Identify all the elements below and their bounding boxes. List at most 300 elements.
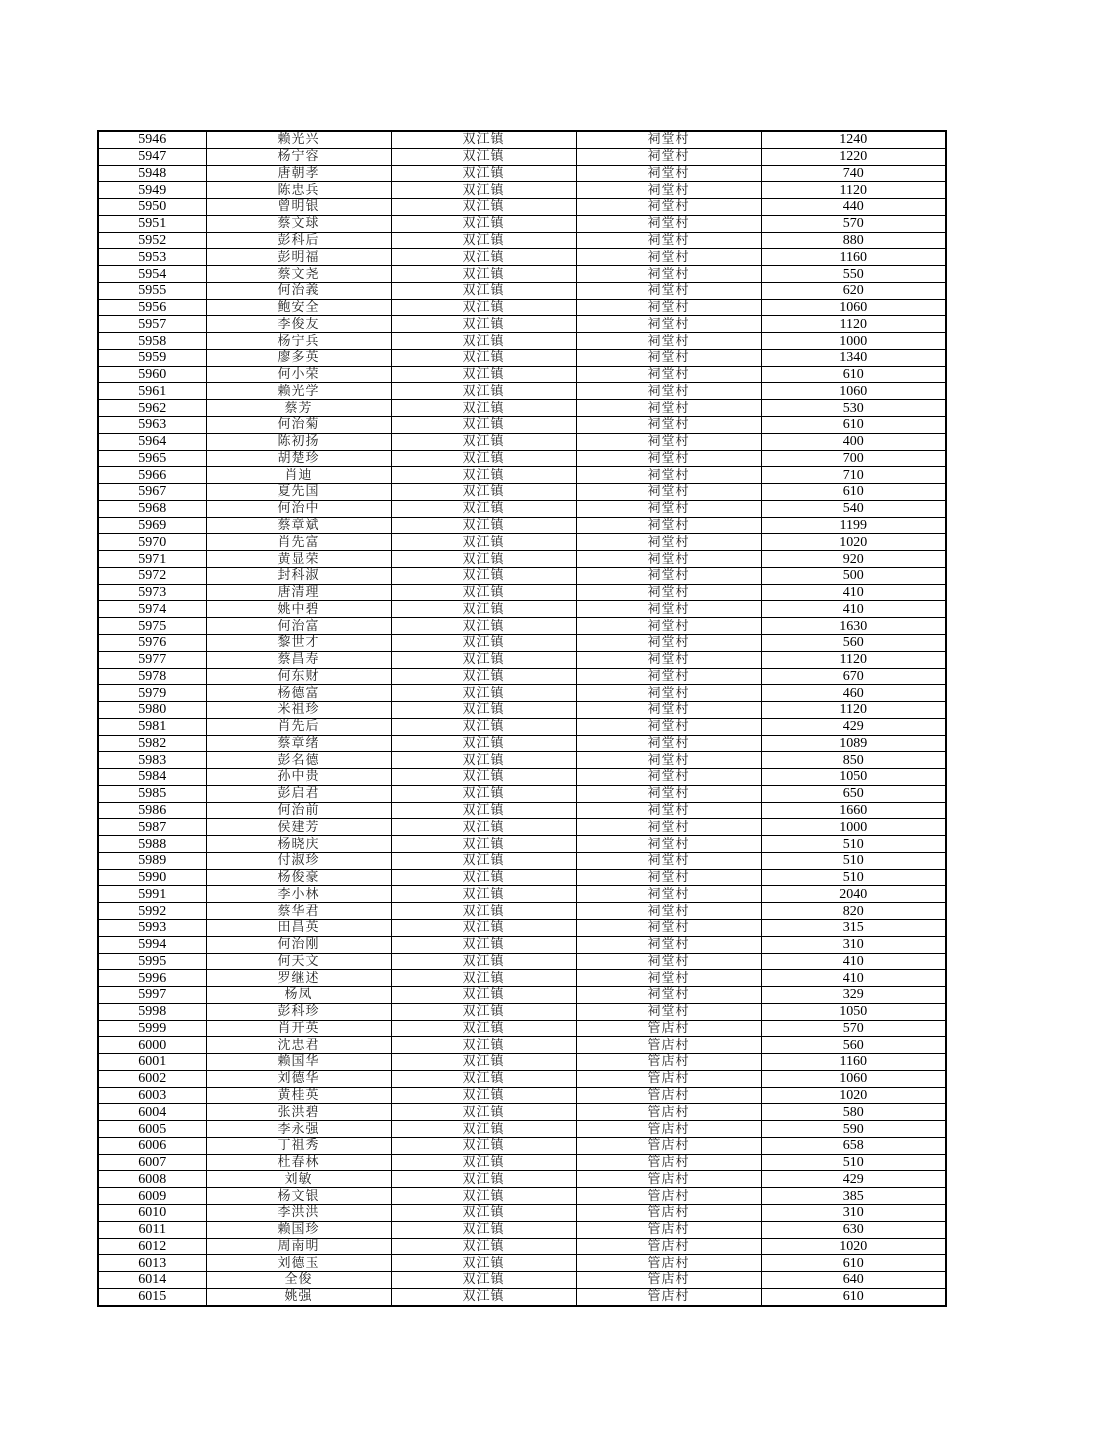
amount-cell: 429 bbox=[761, 718, 946, 735]
table-row bbox=[98, 1037, 946, 1054]
town-cell: 双江镇 bbox=[391, 987, 576, 1004]
table-row bbox=[98, 215, 946, 232]
name-cell: 杨宁兵 bbox=[206, 333, 391, 350]
village-cell: 祠堂村 bbox=[576, 634, 761, 651]
village-cell: 祠堂村 bbox=[576, 500, 761, 517]
amount-cell: 1020 bbox=[761, 1238, 946, 1255]
record-number-cell: 5983 bbox=[98, 752, 206, 769]
town-cell: 双江镇 bbox=[391, 668, 576, 685]
record-number-cell: 5992 bbox=[98, 903, 206, 920]
table-row bbox=[98, 249, 946, 266]
table-row bbox=[98, 1238, 946, 1255]
village-cell: 祠堂村 bbox=[576, 333, 761, 350]
village-cell: 祠堂村 bbox=[576, 970, 761, 987]
record-number-cell: 5954 bbox=[98, 266, 206, 283]
village-cell: 祠堂村 bbox=[576, 819, 761, 836]
village-cell: 祠堂村 bbox=[576, 517, 761, 534]
record-number-cell: 5947 bbox=[98, 148, 206, 165]
village-cell: 管店村 bbox=[576, 1054, 761, 1071]
table-row bbox=[98, 366, 946, 383]
name-cell: 侯建芳 bbox=[206, 819, 391, 836]
record-number-cell: 6001 bbox=[98, 1054, 206, 1071]
village-cell: 管店村 bbox=[576, 1137, 761, 1154]
table-row bbox=[98, 702, 946, 719]
table-row bbox=[98, 1121, 946, 1138]
town-cell: 双江镇 bbox=[391, 215, 576, 232]
town-cell: 双江镇 bbox=[391, 584, 576, 601]
village-cell: 管店村 bbox=[576, 1037, 761, 1054]
town-cell: 双江镇 bbox=[391, 1054, 576, 1071]
amount-cell: 1160 bbox=[761, 1054, 946, 1071]
record-number-cell: 6004 bbox=[98, 1104, 206, 1121]
village-cell: 祠堂村 bbox=[576, 869, 761, 886]
village-cell: 祠堂村 bbox=[576, 1003, 761, 1020]
table-row bbox=[98, 752, 946, 769]
name-cell: 罗继述 bbox=[206, 970, 391, 987]
village-cell: 祠堂村 bbox=[576, 148, 761, 165]
village-cell: 祠堂村 bbox=[576, 702, 761, 719]
amount-cell: 1340 bbox=[761, 349, 946, 366]
name-cell: 赖国华 bbox=[206, 1054, 391, 1071]
amount-cell: 580 bbox=[761, 1104, 946, 1121]
record-number-cell: 5999 bbox=[98, 1020, 206, 1037]
amount-cell: 2040 bbox=[761, 886, 946, 903]
name-cell: 何东财 bbox=[206, 668, 391, 685]
amount-cell: 700 bbox=[761, 450, 946, 467]
town-cell: 双江镇 bbox=[391, 769, 576, 786]
town-cell: 双江镇 bbox=[391, 903, 576, 920]
name-cell: 何治義 bbox=[206, 282, 391, 299]
name-cell: 田昌英 bbox=[206, 919, 391, 936]
amount-cell: 500 bbox=[761, 567, 946, 584]
village-cell: 祠堂村 bbox=[576, 651, 761, 668]
name-cell: 赖国珍 bbox=[206, 1221, 391, 1238]
town-cell: 双江镇 bbox=[391, 953, 576, 970]
amount-cell: 610 bbox=[761, 1255, 946, 1272]
village-cell: 祠堂村 bbox=[576, 299, 761, 316]
town-cell: 双江镇 bbox=[391, 249, 576, 266]
amount-cell: 429 bbox=[761, 1171, 946, 1188]
record-number-cell: 6010 bbox=[98, 1205, 206, 1222]
village-cell: 管店村 bbox=[576, 1205, 761, 1222]
town-cell: 双江镇 bbox=[391, 551, 576, 568]
village-cell: 祠堂村 bbox=[576, 785, 761, 802]
town-cell: 双江镇 bbox=[391, 651, 576, 668]
table-row bbox=[98, 131, 946, 148]
name-cell: 丁祖秀 bbox=[206, 1137, 391, 1154]
village-cell: 祠堂村 bbox=[576, 618, 761, 635]
record-number-cell: 5990 bbox=[98, 869, 206, 886]
record-number-cell: 5970 bbox=[98, 534, 206, 551]
table-row bbox=[98, 1188, 946, 1205]
town-cell: 双江镇 bbox=[391, 1070, 576, 1087]
town-cell: 双江镇 bbox=[391, 467, 576, 484]
town-cell: 双江镇 bbox=[391, 836, 576, 853]
village-cell: 祠堂村 bbox=[576, 199, 761, 216]
name-cell: 黄显荣 bbox=[206, 551, 391, 568]
amount-cell: 1060 bbox=[761, 1070, 946, 1087]
village-cell: 祠堂村 bbox=[576, 886, 761, 903]
town-cell: 双江镇 bbox=[391, 199, 576, 216]
amount-cell: 410 bbox=[761, 953, 946, 970]
name-cell: 赖光兴 bbox=[206, 131, 391, 148]
town-cell: 双江镇 bbox=[391, 702, 576, 719]
name-cell: 彭启君 bbox=[206, 785, 391, 802]
amount-cell: 610 bbox=[761, 417, 946, 434]
amount-cell: 920 bbox=[761, 551, 946, 568]
record-number-cell: 5948 bbox=[98, 165, 206, 182]
village-cell: 管店村 bbox=[576, 1154, 761, 1171]
table-row bbox=[98, 182, 946, 199]
village-cell: 祠堂村 bbox=[576, 266, 761, 283]
name-cell: 廖多英 bbox=[206, 349, 391, 366]
name-cell: 刘敏 bbox=[206, 1171, 391, 1188]
town-cell: 双江镇 bbox=[391, 919, 576, 936]
table-row bbox=[98, 735, 946, 752]
record-number-cell: 6000 bbox=[98, 1037, 206, 1054]
table-row bbox=[98, 517, 946, 534]
record-number-cell: 5982 bbox=[98, 735, 206, 752]
table-row bbox=[98, 484, 946, 501]
record-number-cell: 5985 bbox=[98, 785, 206, 802]
amount-cell: 570 bbox=[761, 1020, 946, 1037]
name-cell: 孙中贵 bbox=[206, 769, 391, 786]
village-cell: 祠堂村 bbox=[576, 601, 761, 618]
amount-cell: 1020 bbox=[761, 534, 946, 551]
name-cell: 蔡章斌 bbox=[206, 517, 391, 534]
record-number-cell: 5997 bbox=[98, 987, 206, 1004]
amount-cell: 1240 bbox=[761, 131, 946, 148]
record-number-cell: 6012 bbox=[98, 1238, 206, 1255]
town-cell: 双江镇 bbox=[391, 148, 576, 165]
village-cell: 祠堂村 bbox=[576, 551, 761, 568]
table-row bbox=[98, 333, 946, 350]
village-cell: 祠堂村 bbox=[576, 366, 761, 383]
table-row bbox=[98, 869, 946, 886]
record-number-cell: 5972 bbox=[98, 567, 206, 584]
record-number-cell: 6008 bbox=[98, 1171, 206, 1188]
town-cell: 双江镇 bbox=[391, 634, 576, 651]
record-number-cell: 5962 bbox=[98, 400, 206, 417]
amount-cell: 540 bbox=[761, 500, 946, 517]
amount-cell: 550 bbox=[761, 266, 946, 283]
name-cell: 黎世才 bbox=[206, 634, 391, 651]
town-cell: 双江镇 bbox=[391, 450, 576, 467]
amount-cell: 385 bbox=[761, 1188, 946, 1205]
village-cell: 祠堂村 bbox=[576, 182, 761, 199]
town-cell: 双江镇 bbox=[391, 182, 576, 199]
name-cell: 肖迪 bbox=[206, 467, 391, 484]
record-number-cell: 5994 bbox=[98, 936, 206, 953]
name-cell: 杨文银 bbox=[206, 1188, 391, 1205]
table-row bbox=[98, 903, 946, 920]
name-cell: 张洪碧 bbox=[206, 1104, 391, 1121]
table-row bbox=[98, 936, 946, 953]
village-cell: 祠堂村 bbox=[576, 249, 761, 266]
amount-cell: 850 bbox=[761, 752, 946, 769]
name-cell: 何小荣 bbox=[206, 366, 391, 383]
record-number-cell: 5986 bbox=[98, 802, 206, 819]
village-cell: 管店村 bbox=[576, 1188, 761, 1205]
record-number-cell: 5976 bbox=[98, 634, 206, 651]
table-row bbox=[98, 417, 946, 434]
table-row bbox=[98, 1255, 946, 1272]
town-cell: 双江镇 bbox=[391, 1037, 576, 1054]
town-cell: 双江镇 bbox=[391, 517, 576, 534]
name-cell: 胡楚珍 bbox=[206, 450, 391, 467]
record-number-cell: 5946 bbox=[98, 131, 206, 148]
name-cell: 周南明 bbox=[206, 1238, 391, 1255]
village-cell: 管店村 bbox=[576, 1288, 761, 1305]
town-cell: 双江镇 bbox=[391, 936, 576, 953]
name-cell: 李洪洪 bbox=[206, 1205, 391, 1222]
name-cell: 李小林 bbox=[206, 886, 391, 903]
amount-cell: 650 bbox=[761, 785, 946, 802]
table-row bbox=[98, 802, 946, 819]
record-number-cell: 6005 bbox=[98, 1121, 206, 1138]
name-cell: 蔡华君 bbox=[206, 903, 391, 920]
village-cell: 祠堂村 bbox=[576, 400, 761, 417]
record-number-cell: 5991 bbox=[98, 886, 206, 903]
amount-cell: 1050 bbox=[761, 769, 946, 786]
name-cell: 杨俊豪 bbox=[206, 869, 391, 886]
village-cell: 祠堂村 bbox=[576, 852, 761, 869]
table-row bbox=[98, 400, 946, 417]
town-cell: 双江镇 bbox=[391, 1087, 576, 1104]
record-number-cell: 5966 bbox=[98, 467, 206, 484]
amount-cell: 658 bbox=[761, 1137, 946, 1154]
record-number-cell: 5955 bbox=[98, 282, 206, 299]
record-number-cell: 5978 bbox=[98, 668, 206, 685]
amount-cell: 530 bbox=[761, 400, 946, 417]
name-cell: 何天文 bbox=[206, 953, 391, 970]
amount-cell: 1120 bbox=[761, 651, 946, 668]
town-cell: 双江镇 bbox=[391, 433, 576, 450]
name-cell: 彭明福 bbox=[206, 249, 391, 266]
name-cell: 彭科珍 bbox=[206, 1003, 391, 1020]
town-cell: 双江镇 bbox=[391, 316, 576, 333]
village-cell: 祠堂村 bbox=[576, 836, 761, 853]
amount-cell: 640 bbox=[761, 1272, 946, 1289]
table-row bbox=[98, 718, 946, 735]
town-cell: 双江镇 bbox=[391, 785, 576, 802]
record-number-cell: 6006 bbox=[98, 1137, 206, 1154]
record-number-cell: 6014 bbox=[98, 1272, 206, 1289]
amount-cell: 880 bbox=[761, 232, 946, 249]
amount-cell: 440 bbox=[761, 199, 946, 216]
table-row bbox=[98, 199, 946, 216]
name-cell: 何治富 bbox=[206, 618, 391, 635]
amount-cell: 310 bbox=[761, 936, 946, 953]
roster-table-body bbox=[98, 131, 946, 1306]
village-cell: 管店村 bbox=[576, 1272, 761, 1289]
amount-cell: 315 bbox=[761, 919, 946, 936]
table-row bbox=[98, 919, 946, 936]
name-cell: 刘德华 bbox=[206, 1070, 391, 1087]
village-cell: 管店村 bbox=[576, 1020, 761, 1037]
amount-cell: 1060 bbox=[761, 383, 946, 400]
town-cell: 双江镇 bbox=[391, 735, 576, 752]
amount-cell: 670 bbox=[761, 668, 946, 685]
table-row bbox=[98, 953, 946, 970]
name-cell: 唐清理 bbox=[206, 584, 391, 601]
record-number-cell: 5958 bbox=[98, 333, 206, 350]
village-cell: 管店村 bbox=[576, 1221, 761, 1238]
village-cell: 祠堂村 bbox=[576, 953, 761, 970]
town-cell: 双江镇 bbox=[391, 1121, 576, 1138]
record-number-cell: 6011 bbox=[98, 1221, 206, 1238]
name-cell: 曾明银 bbox=[206, 199, 391, 216]
village-cell: 祠堂村 bbox=[576, 987, 761, 1004]
table-row bbox=[98, 987, 946, 1004]
name-cell: 何治菊 bbox=[206, 417, 391, 434]
table-row bbox=[98, 266, 946, 283]
town-cell: 双江镇 bbox=[391, 601, 576, 618]
amount-cell: 1199 bbox=[761, 517, 946, 534]
village-cell: 管店村 bbox=[576, 1070, 761, 1087]
name-cell: 沈忠君 bbox=[206, 1037, 391, 1054]
town-cell: 双江镇 bbox=[391, 282, 576, 299]
table-row bbox=[98, 349, 946, 366]
town-cell: 双江镇 bbox=[391, 366, 576, 383]
amount-cell: 329 bbox=[761, 987, 946, 1004]
village-cell: 祠堂村 bbox=[576, 718, 761, 735]
town-cell: 双江镇 bbox=[391, 299, 576, 316]
table-row bbox=[98, 1137, 946, 1154]
record-number-cell: 5949 bbox=[98, 182, 206, 199]
amount-cell: 1089 bbox=[761, 735, 946, 752]
name-cell: 蔡文尧 bbox=[206, 266, 391, 283]
town-cell: 双江镇 bbox=[391, 1288, 576, 1305]
village-cell: 祠堂村 bbox=[576, 685, 761, 702]
amount-cell: 710 bbox=[761, 467, 946, 484]
table-row bbox=[98, 618, 946, 635]
table-row bbox=[98, 450, 946, 467]
town-cell: 双江镇 bbox=[391, 1255, 576, 1272]
record-number-cell: 5963 bbox=[98, 417, 206, 434]
amount-cell: 1000 bbox=[761, 333, 946, 350]
village-cell: 祠堂村 bbox=[576, 232, 761, 249]
village-cell: 管店村 bbox=[576, 1087, 761, 1104]
amount-cell: 510 bbox=[761, 869, 946, 886]
amount-cell: 1660 bbox=[761, 802, 946, 819]
table-row bbox=[98, 668, 946, 685]
table-row bbox=[98, 836, 946, 853]
town-cell: 双江镇 bbox=[391, 567, 576, 584]
record-number-cell: 5980 bbox=[98, 702, 206, 719]
table-row bbox=[98, 148, 946, 165]
village-cell: 祠堂村 bbox=[576, 769, 761, 786]
amount-cell: 590 bbox=[761, 1121, 946, 1138]
record-number-cell: 5961 bbox=[98, 383, 206, 400]
table-row bbox=[98, 1104, 946, 1121]
table-row bbox=[98, 601, 946, 618]
village-cell: 祠堂村 bbox=[576, 433, 761, 450]
record-number-cell: 5959 bbox=[98, 349, 206, 366]
amount-cell: 410 bbox=[761, 601, 946, 618]
roster-table bbox=[97, 130, 947, 1307]
town-cell: 双江镇 bbox=[391, 1205, 576, 1222]
amount-cell: 460 bbox=[761, 685, 946, 702]
table-row bbox=[98, 383, 946, 400]
record-number-cell: 5971 bbox=[98, 551, 206, 568]
record-number-cell: 5960 bbox=[98, 366, 206, 383]
town-cell: 双江镇 bbox=[391, 349, 576, 366]
record-number-cell: 5968 bbox=[98, 500, 206, 517]
name-cell: 彭名德 bbox=[206, 752, 391, 769]
table-row bbox=[98, 634, 946, 651]
name-cell: 姚强 bbox=[206, 1288, 391, 1305]
table-row bbox=[98, 500, 946, 517]
record-number-cell: 5973 bbox=[98, 584, 206, 601]
table-row bbox=[98, 685, 946, 702]
record-number-cell: 6002 bbox=[98, 1070, 206, 1087]
name-cell: 赖光学 bbox=[206, 383, 391, 400]
record-number-cell: 5988 bbox=[98, 836, 206, 853]
name-cell: 全俊 bbox=[206, 1272, 391, 1289]
record-number-cell: 5977 bbox=[98, 651, 206, 668]
name-cell: 付淑珍 bbox=[206, 852, 391, 869]
village-cell: 祠堂村 bbox=[576, 484, 761, 501]
amount-cell: 510 bbox=[761, 836, 946, 853]
village-cell: 祠堂村 bbox=[576, 936, 761, 953]
name-cell: 刘德玉 bbox=[206, 1255, 391, 1272]
name-cell: 何治中 bbox=[206, 500, 391, 517]
table-row bbox=[98, 970, 946, 987]
table-row bbox=[98, 584, 946, 601]
table-row bbox=[98, 1003, 946, 1020]
name-cell: 蔡章绪 bbox=[206, 735, 391, 752]
town-cell: 双江镇 bbox=[391, 131, 576, 148]
amount-cell: 1630 bbox=[761, 618, 946, 635]
town-cell: 双江镇 bbox=[391, 1020, 576, 1037]
village-cell: 管店村 bbox=[576, 1238, 761, 1255]
town-cell: 双江镇 bbox=[391, 752, 576, 769]
amount-cell: 400 bbox=[761, 433, 946, 450]
amount-cell: 570 bbox=[761, 215, 946, 232]
amount-cell: 820 bbox=[761, 903, 946, 920]
town-cell: 双江镇 bbox=[391, 886, 576, 903]
name-cell: 杨凤 bbox=[206, 987, 391, 1004]
name-cell: 蔡昌寿 bbox=[206, 651, 391, 668]
name-cell: 黄桂英 bbox=[206, 1087, 391, 1104]
amount-cell: 1020 bbox=[761, 1087, 946, 1104]
name-cell: 李永强 bbox=[206, 1121, 391, 1138]
record-number-cell: 5950 bbox=[98, 199, 206, 216]
amount-cell: 610 bbox=[761, 484, 946, 501]
village-cell: 祠堂村 bbox=[576, 383, 761, 400]
village-cell: 祠堂村 bbox=[576, 584, 761, 601]
village-cell: 祠堂村 bbox=[576, 903, 761, 920]
table-row bbox=[98, 1020, 946, 1037]
town-cell: 双江镇 bbox=[391, 333, 576, 350]
village-cell: 祠堂村 bbox=[576, 567, 761, 584]
record-number-cell: 5975 bbox=[98, 618, 206, 635]
name-cell: 封科淑 bbox=[206, 567, 391, 584]
record-number-cell: 5974 bbox=[98, 601, 206, 618]
amount-cell: 1120 bbox=[761, 702, 946, 719]
record-number-cell: 5987 bbox=[98, 819, 206, 836]
table-row bbox=[98, 1070, 946, 1087]
table-row bbox=[98, 651, 946, 668]
table-row bbox=[98, 316, 946, 333]
town-cell: 双江镇 bbox=[391, 500, 576, 517]
town-cell: 双江镇 bbox=[391, 383, 576, 400]
table-row bbox=[98, 232, 946, 249]
village-cell: 祠堂村 bbox=[576, 467, 761, 484]
record-number-cell: 5995 bbox=[98, 953, 206, 970]
name-cell: 肖先富 bbox=[206, 534, 391, 551]
